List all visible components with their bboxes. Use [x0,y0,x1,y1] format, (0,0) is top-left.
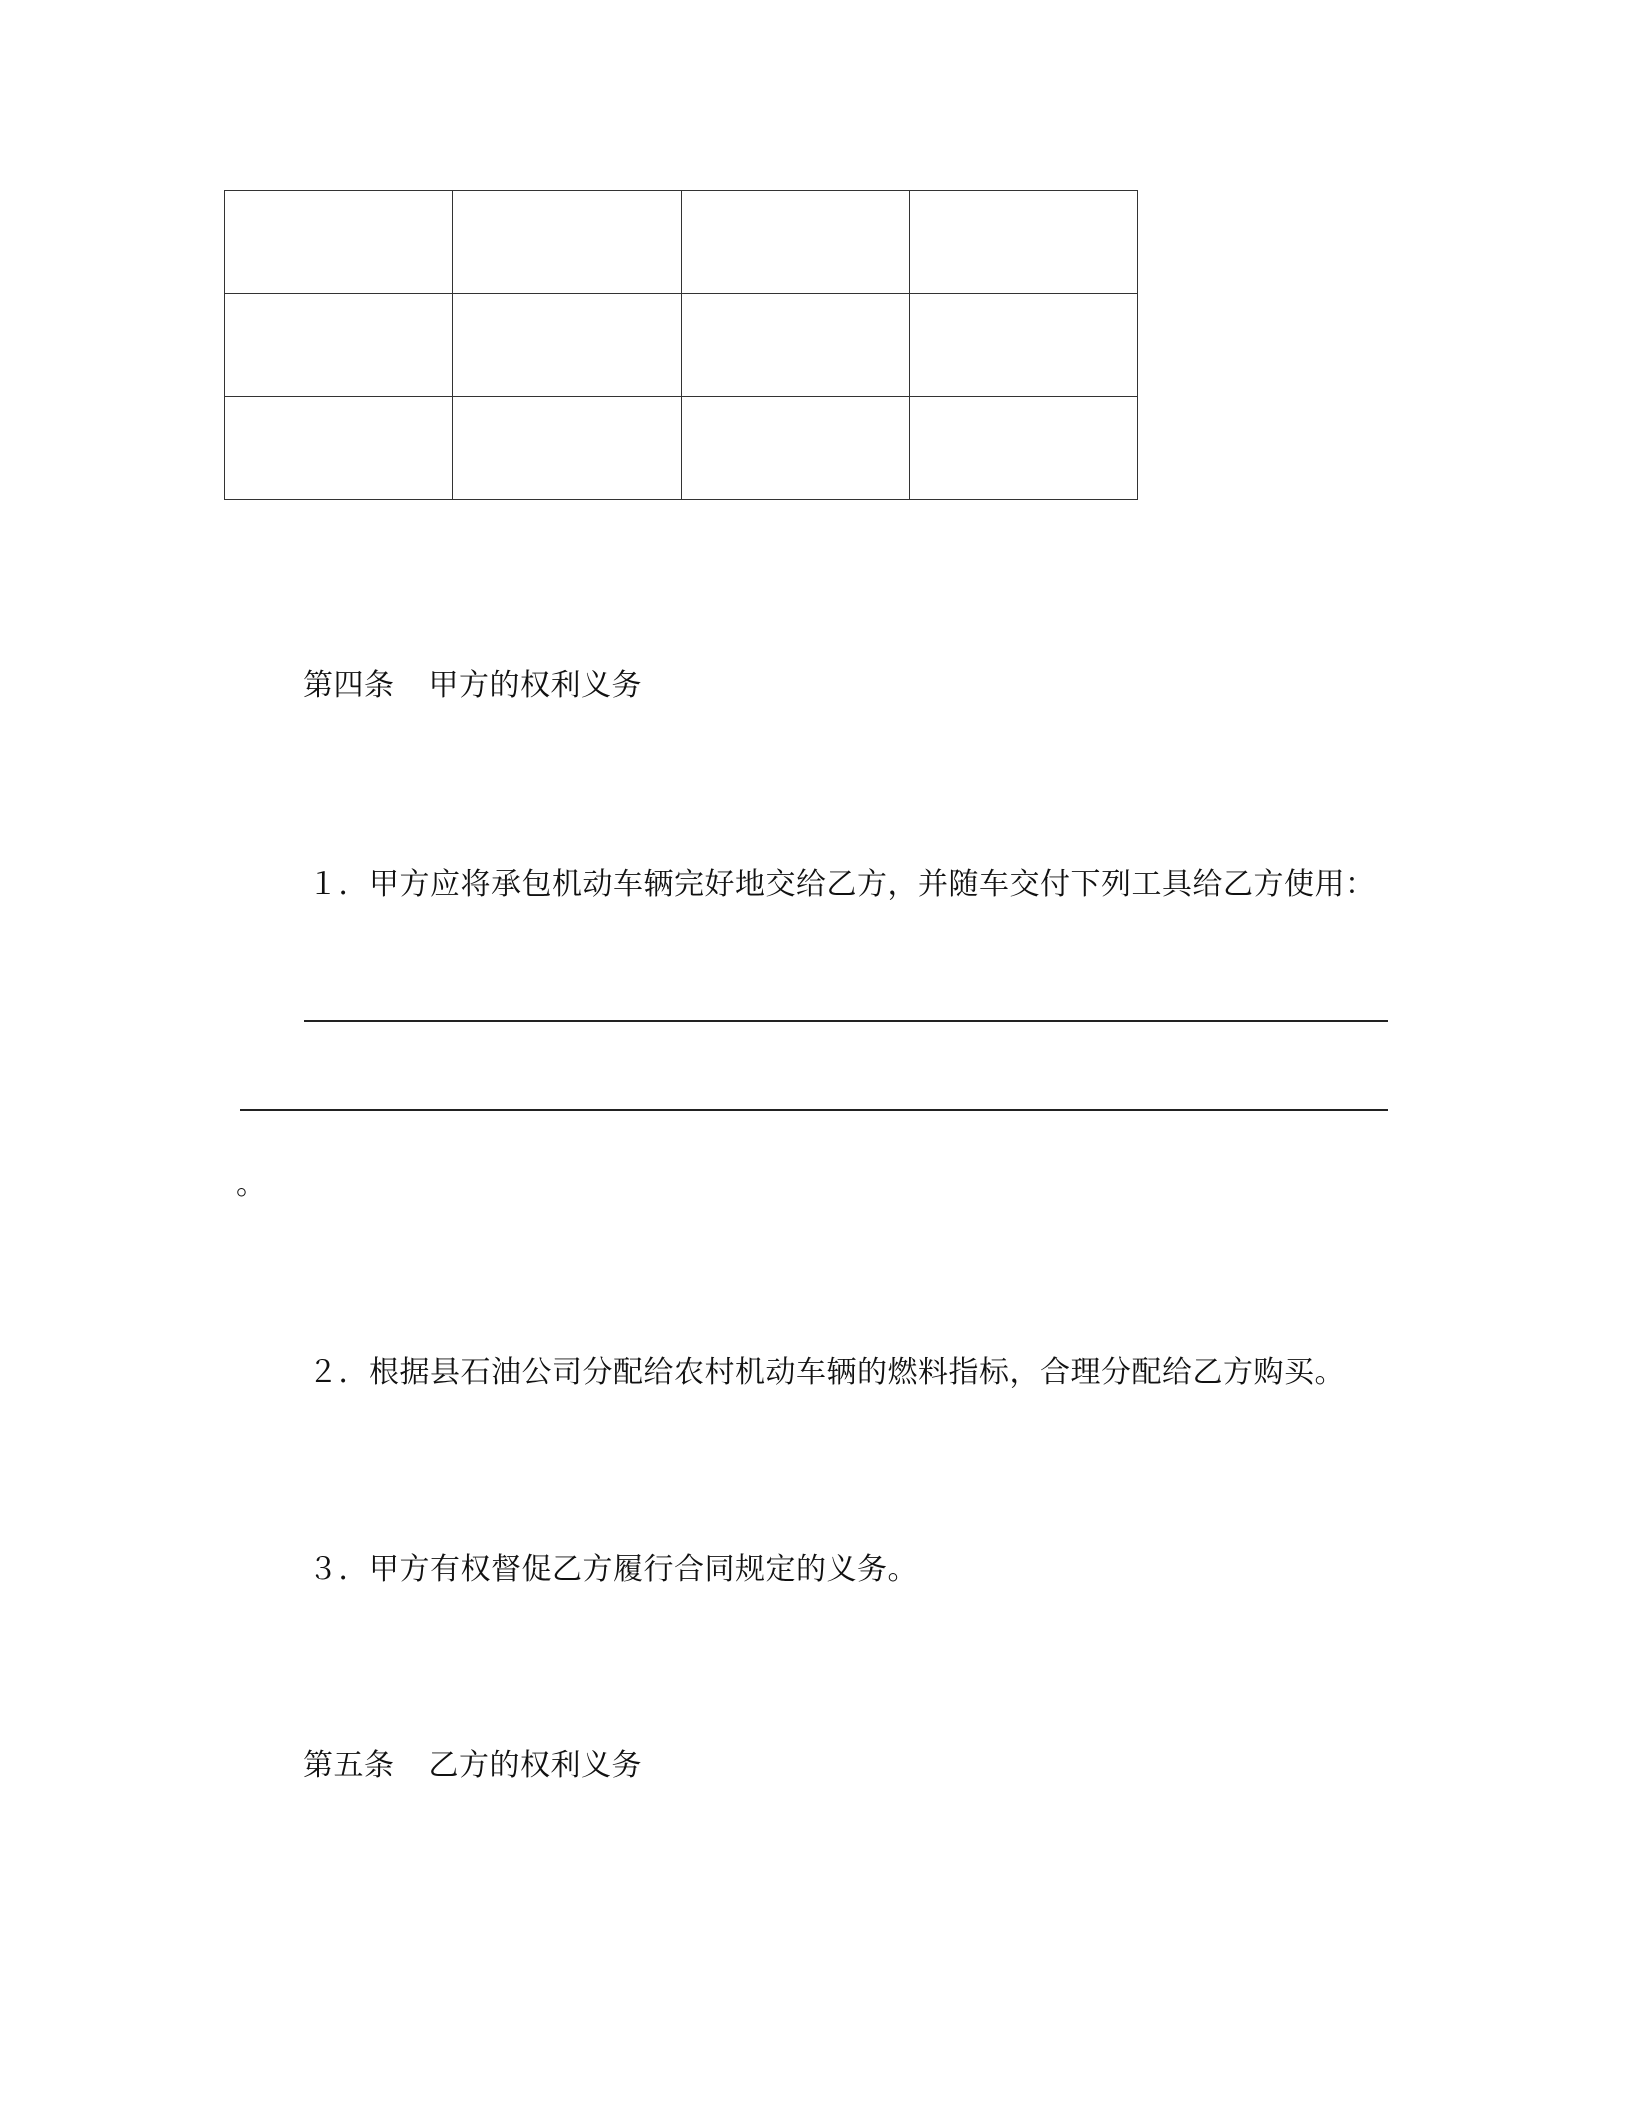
article-4-item-3: ３．甲方有权督促乙方履行合同规定的义务。 [308,1552,918,1587]
article-4-item-1: １．甲方应将承包机动车辆完好地交给乙方，并随车交付下列工具给乙方使用： [308,867,1376,902]
table-cell [909,191,1137,294]
article-5-number: 第五条 [303,1748,395,1783]
table-cell [225,191,453,294]
table-row [225,397,1138,500]
article-4-title: 甲方的权利义务 [428,668,642,703]
table-cell [681,191,909,294]
table-cell [453,397,681,500]
article-4-heading [303,666,642,706]
table-cell [453,294,681,397]
blank-table [224,190,1138,500]
article-4-item-1-end: 。 [236,1167,266,1202]
table-cell [909,294,1137,397]
table-cell [909,397,1137,500]
article-4-item-2: ２．根据县石油公司分配给农村机动车辆的燃料指标，合理分配给乙方购买。 [308,1355,1345,1390]
article-5-title: 乙方的权利义务 [428,1748,642,1783]
article-4-number: 第四条 [303,668,395,703]
table-cell [681,294,909,397]
table-row [225,294,1138,397]
table-cell [681,397,909,500]
table-cell [225,397,453,500]
table-cell [225,294,453,397]
table-cell [453,191,681,294]
fill-in-line-1 [304,1020,1388,1022]
fill-in-line-2 [240,1109,1388,1111]
table-row [225,191,1138,294]
article-5-heading [303,1746,642,1786]
